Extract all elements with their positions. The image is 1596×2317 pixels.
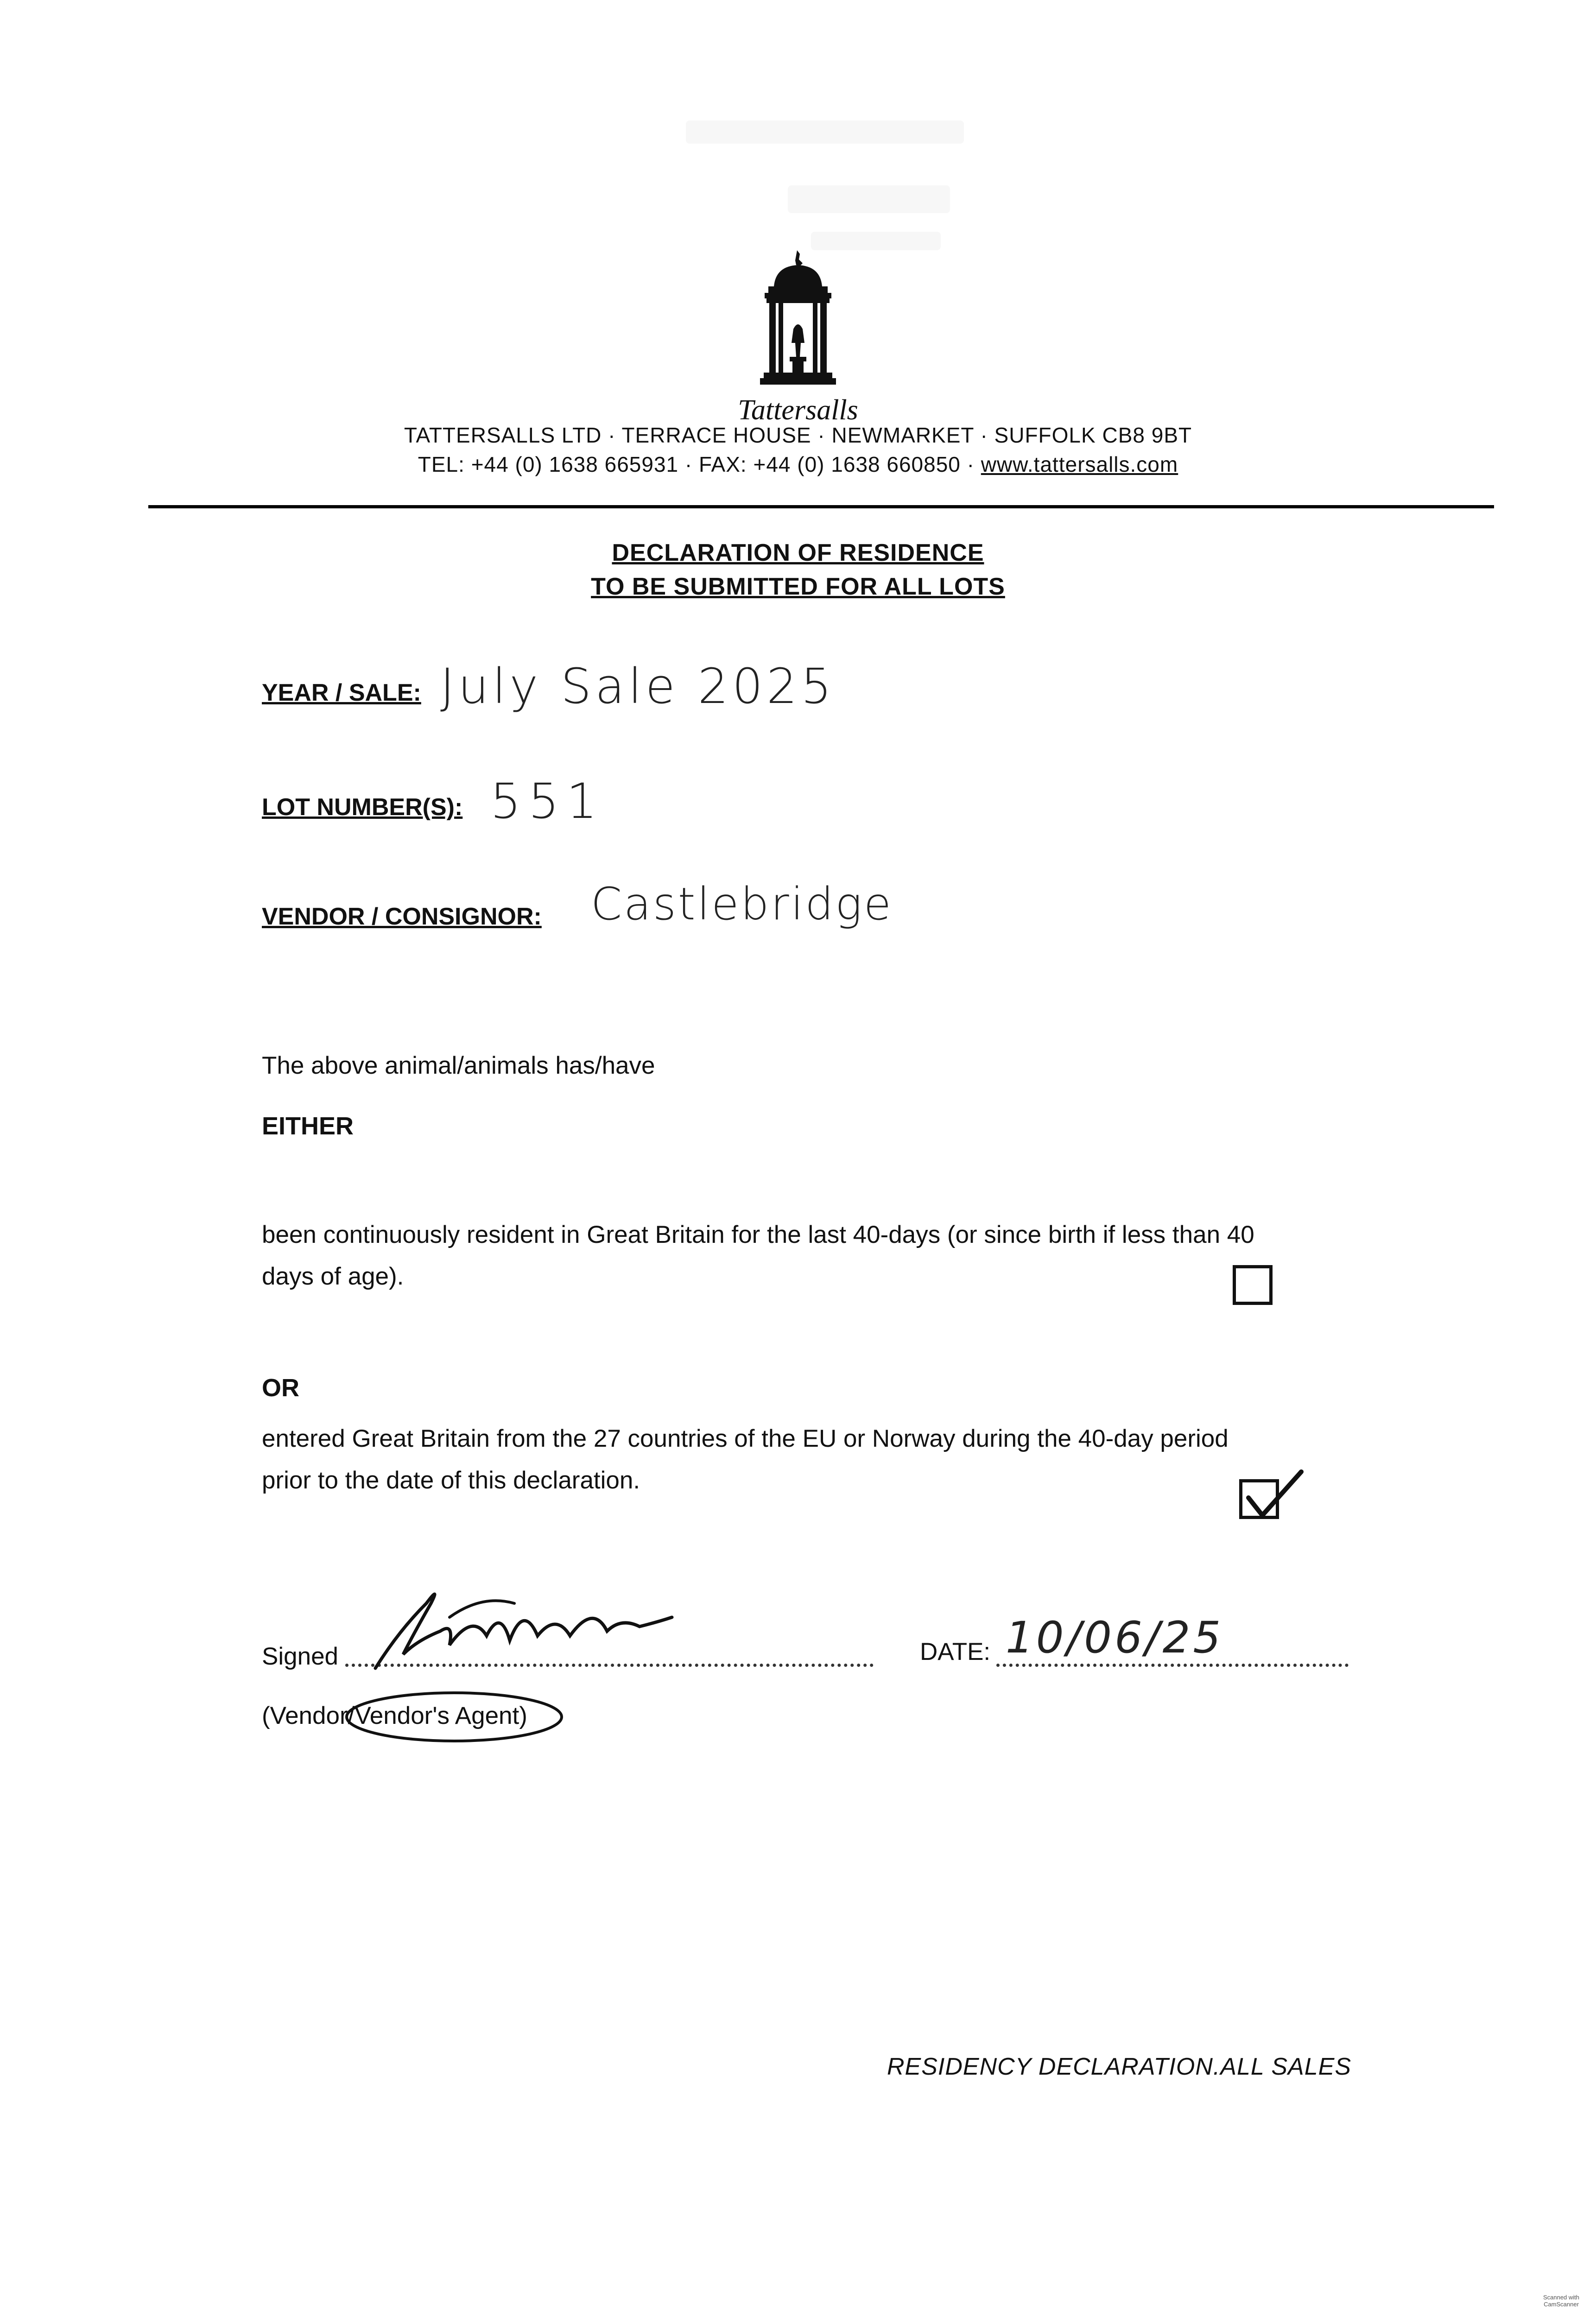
either-heading: EITHER — [262, 1112, 354, 1140]
document-subtitle: TO BE SUBMITTED FOR ALL LOTS — [591, 573, 1005, 600]
option-1-line-1: been continuously resident in Great Britain for the last 40-days (or since birth if less than 40 — [262, 1221, 1254, 1248]
option-2-line-1: entered Great Britain from the 27 countries of the EU or Norway during the 40-day period — [262, 1425, 1229, 1452]
tattersalls-logo-icon — [760, 250, 836, 389]
footer-document-name: RESIDENCY DECLARATION.ALL SALES — [887, 2053, 1351, 2080]
vendor-consignor-label: VENDOR / CONSIGNOR: — [262, 903, 542, 930]
scanner-stamp-line-1: Scanned with — [1543, 2294, 1580, 2301]
year-sale-label: YEAR / SALE: — [262, 679, 421, 706]
year-sale-value[interactable]: July Sale 2025 — [440, 658, 836, 715]
brand-name: Tattersalls — [738, 394, 858, 426]
or-heading: OR — [262, 1374, 299, 1402]
handwritten-signature[interactable] — [361, 1576, 677, 1678]
scanner-stamp — [1540, 2294, 1582, 2308]
date-value[interactable]: 10/06/25 — [1006, 1613, 1224, 1663]
circled-selection-mark — [341, 1687, 568, 1747]
signed-label: Signed — [262, 1643, 339, 1670]
website-link[interactable]: www.tattersalls.com — [981, 452, 1178, 476]
intro-text: The above animal/animals has/have — [262, 1052, 655, 1079]
contact-numbers: TEL: +44 (0) 1638 665931 · FAX: +44 (0) 1638 660850 · — [418, 452, 981, 476]
lot-number-label: LOT NUMBER(S): — [262, 794, 463, 821]
date-line — [996, 1664, 1349, 1667]
vendor-agent-note: (Vendor/Vendor's Agent) — [262, 1702, 527, 1729]
option-1-checkbox[interactable] — [1233, 1265, 1273, 1305]
document-title: DECLARATION OF RESIDENCE — [612, 539, 984, 566]
contact-line — [0, 452, 1596, 477]
vendor-consignor-value[interactable]: Castlebridge — [591, 878, 893, 930]
date-label: DATE: — [920, 1638, 991, 1665]
option-1-text — [262, 1214, 1254, 1298]
company-address: TATTERSALLS LTD · TERRACE HOUSE · NEWMARKET · SUFFOLK CB8 9BT — [404, 423, 1192, 447]
option-2-text — [262, 1418, 1229, 1501]
lot-number-value[interactable]: 551 — [490, 773, 605, 829]
checkmark-icon — [1242, 1469, 1307, 1525]
header-divider — [148, 505, 1494, 508]
option-2-line-2: prior to the date of this declaration. — [262, 1467, 640, 1494]
option-1-line-2: days of age). — [262, 1263, 404, 1290]
scanner-stamp-line-2: CamScanner — [1544, 2301, 1579, 2308]
